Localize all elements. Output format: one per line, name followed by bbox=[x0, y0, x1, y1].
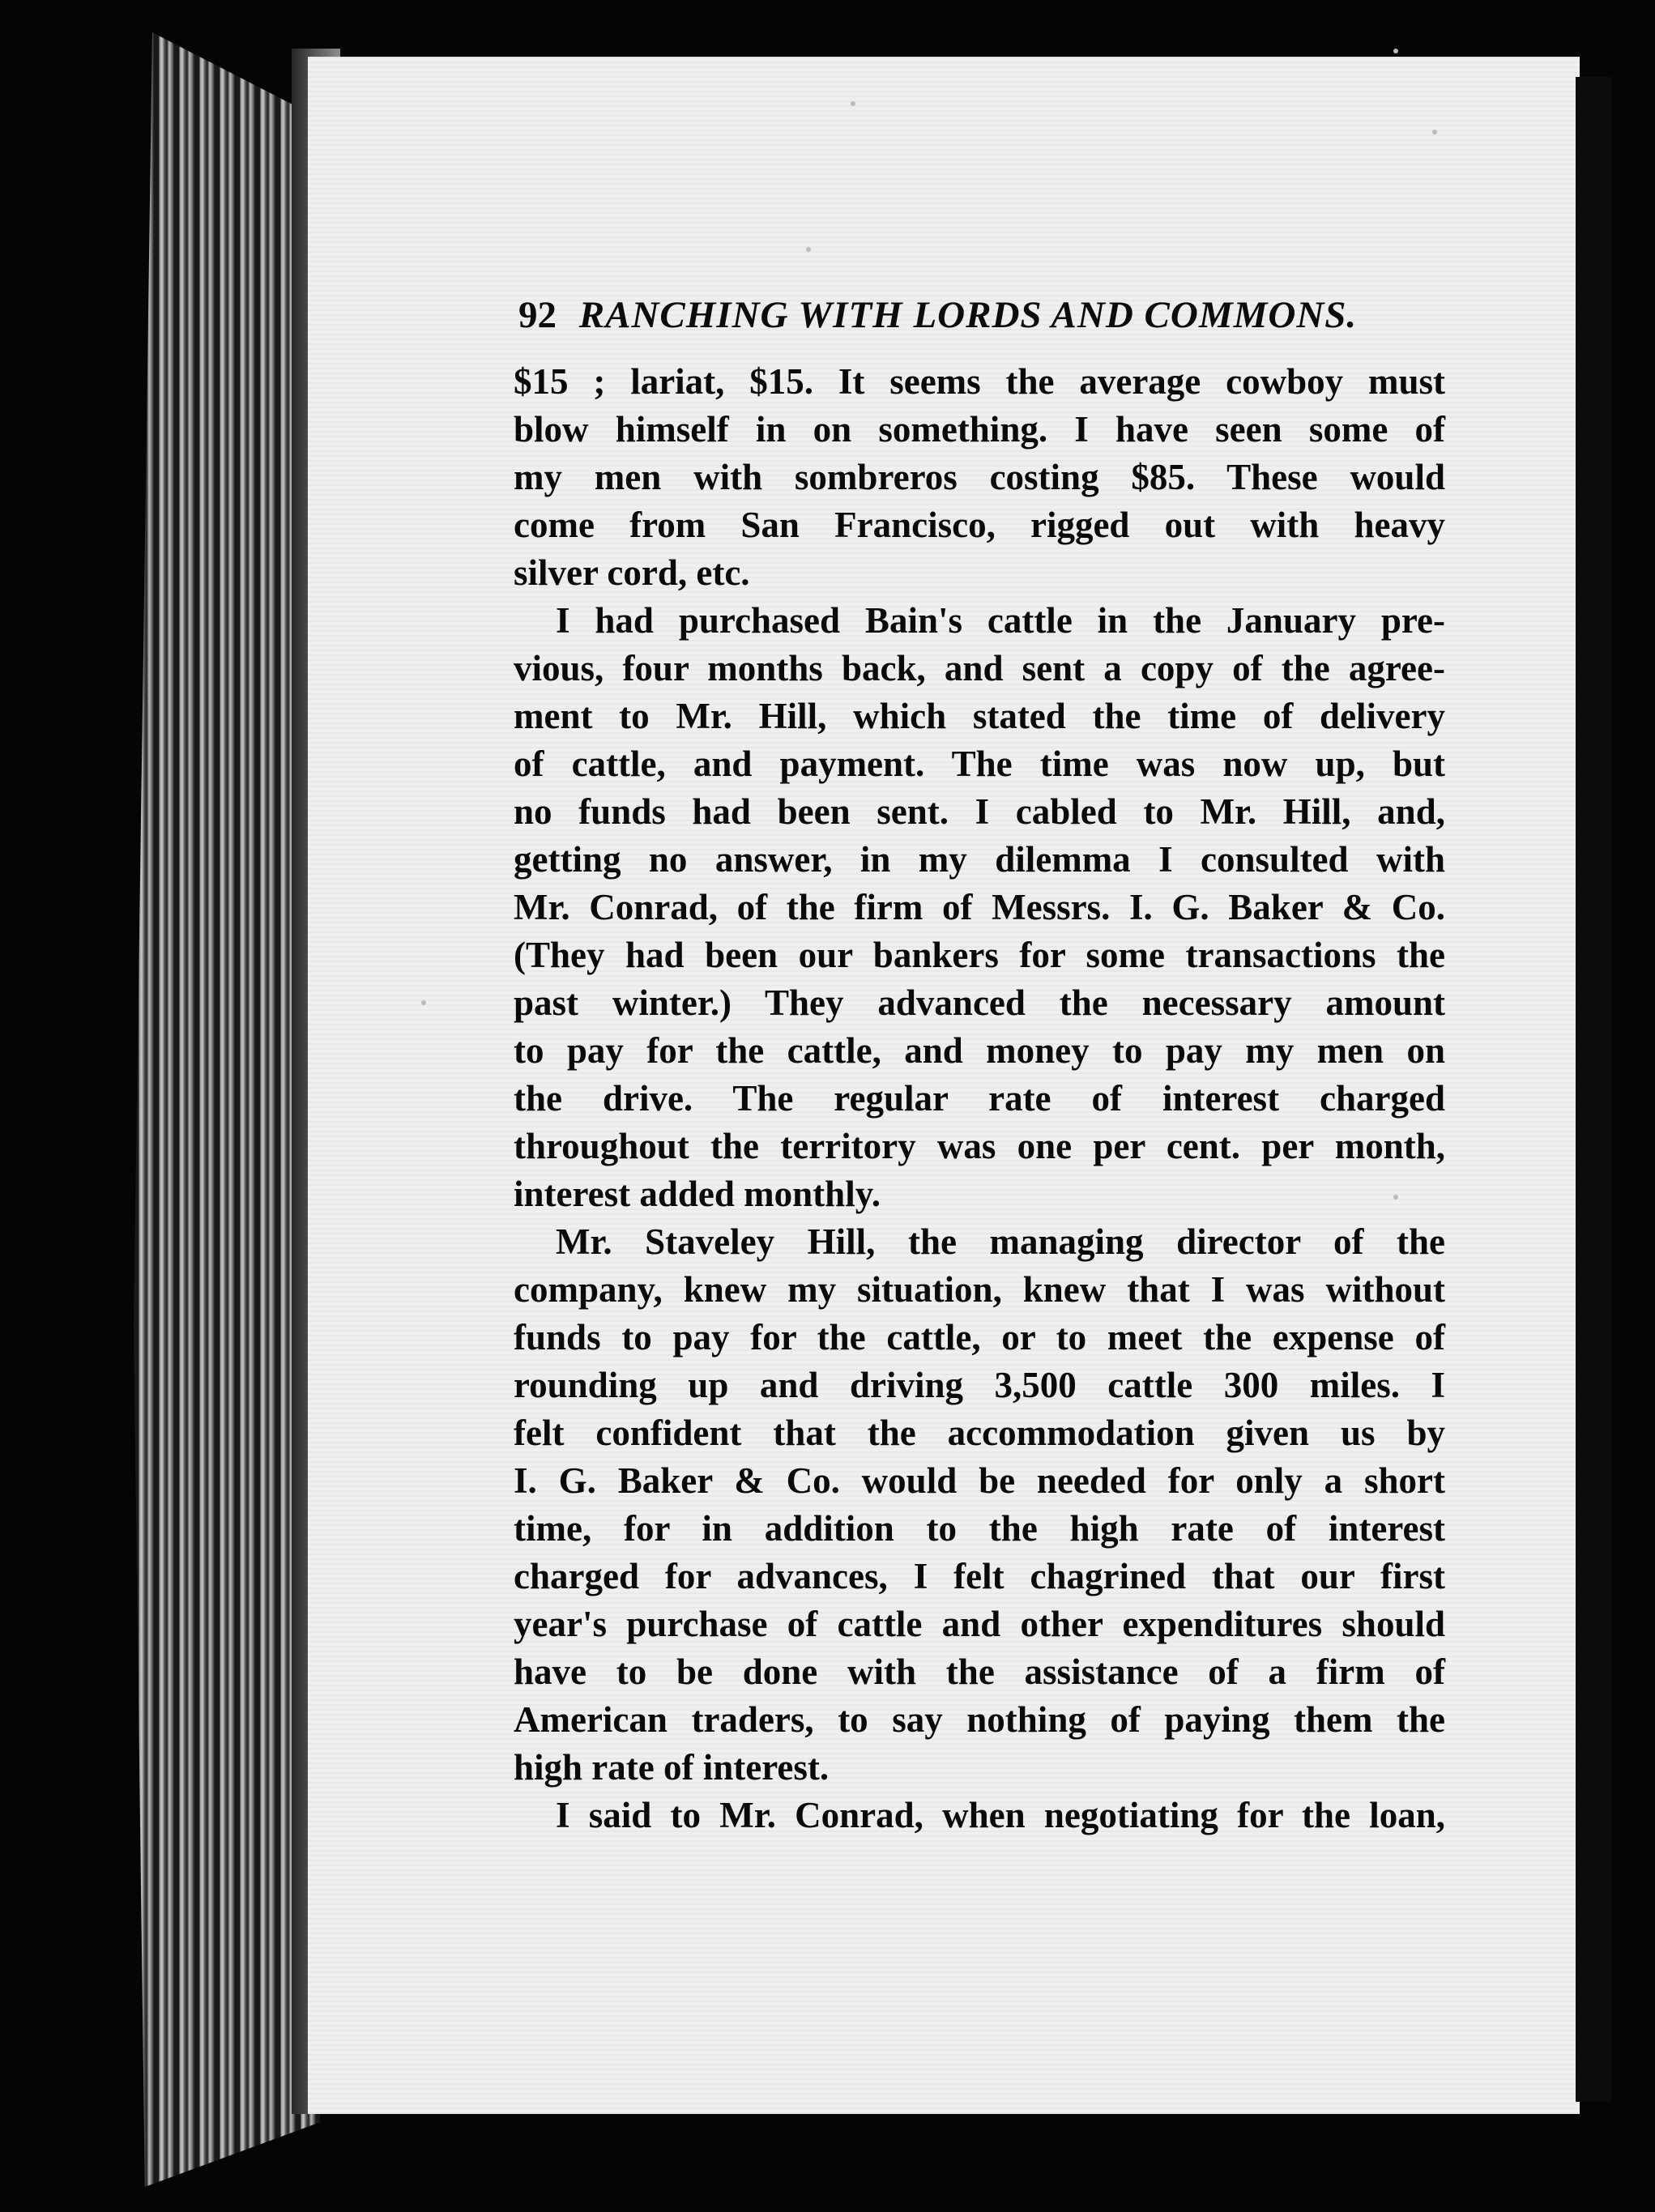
right-page-edge bbox=[1576, 77, 1611, 2102]
page-number: 92 bbox=[518, 294, 557, 336]
text-line: I. G. Baker & Co. would be needed for only a short bbox=[514, 1460, 1445, 1501]
text-line: ment to Mr. Hill, which stated the time of delivery bbox=[514, 696, 1445, 736]
body-text bbox=[514, 358, 1445, 1839]
text-line: rounding up and driving 3,500 cattle 300 miles. I bbox=[514, 1365, 1445, 1405]
text-line: the drive. The regular rate of interest charged bbox=[514, 1078, 1445, 1119]
text-line: silver cord, etc. bbox=[514, 552, 750, 593]
text-line: American traders, to say nothing of paying them the bbox=[514, 1699, 1445, 1740]
text-line: high rate of interest. bbox=[514, 1747, 830, 1788]
text-line: funds to pay for the cattle, or to meet the expense of bbox=[514, 1317, 1445, 1357]
running-title: RANCHING WITH LORDS AND COMMONS. bbox=[578, 294, 1358, 336]
text-line: time, for in addition to the high rate of interest bbox=[514, 1508, 1445, 1549]
text-line: blow himself in on something. I have seen some of bbox=[514, 409, 1445, 450]
dust-speck bbox=[851, 101, 855, 106]
text-line: have to be done with the assistance of a firm of bbox=[514, 1652, 1445, 1692]
text-line: company, knew my situation, knew that I was without bbox=[514, 1269, 1445, 1310]
text-line: to pay for the cattle, and money to pay my men on bbox=[514, 1030, 1445, 1071]
text-line: throughout the territory was one per cent. per month, bbox=[514, 1126, 1445, 1166]
text-line: I had purchased Bain's cattle in the January pre- bbox=[556, 600, 1445, 641]
text-line: getting no answer, in my dilemma I consulted with bbox=[514, 839, 1445, 880]
dust-speck bbox=[1432, 130, 1437, 134]
dust-speck bbox=[421, 1000, 426, 1005]
page-header bbox=[518, 293, 1401, 337]
text-line: Mr. Staveley Hill, the managing director of the bbox=[556, 1221, 1445, 1262]
text-line: no funds had been sent. I cabled to Mr. Hill, and, bbox=[514, 791, 1445, 832]
text-line: interest added monthly. bbox=[514, 1174, 881, 1214]
text-line: Mr. Conrad, of the firm of Messrs. I. G. Baker & Co. bbox=[514, 887, 1445, 927]
text-line: come from San Francisco, rigged out with heavy bbox=[514, 505, 1445, 545]
text-line: year's purchase of cattle and other expenditures should bbox=[514, 1604, 1445, 1644]
dust-speck bbox=[806, 247, 811, 252]
text-line: felt confident that the accommodation given us by bbox=[514, 1413, 1445, 1453]
text-line: I said to Mr. Conrad, when negotiating for the loan, bbox=[556, 1795, 1445, 1835]
text-line: vious, four months back, and sent a copy of the agree- bbox=[514, 648, 1445, 688]
text-line: of cattle, and payment. The time was now up, but bbox=[514, 744, 1445, 784]
dust-speck bbox=[1393, 49, 1398, 53]
text-line: (They had been our bankers for some transactions the bbox=[514, 935, 1445, 975]
text-line: my men with sombreros costing $85. These would bbox=[514, 457, 1445, 497]
text-line: past winter.) They advanced the necessary amount bbox=[514, 982, 1445, 1023]
text-line: $15 ; lariat, $15. It seems the average cowboy must bbox=[514, 361, 1445, 402]
text-line: charged for advances, I felt chagrined that our first bbox=[514, 1556, 1445, 1596]
